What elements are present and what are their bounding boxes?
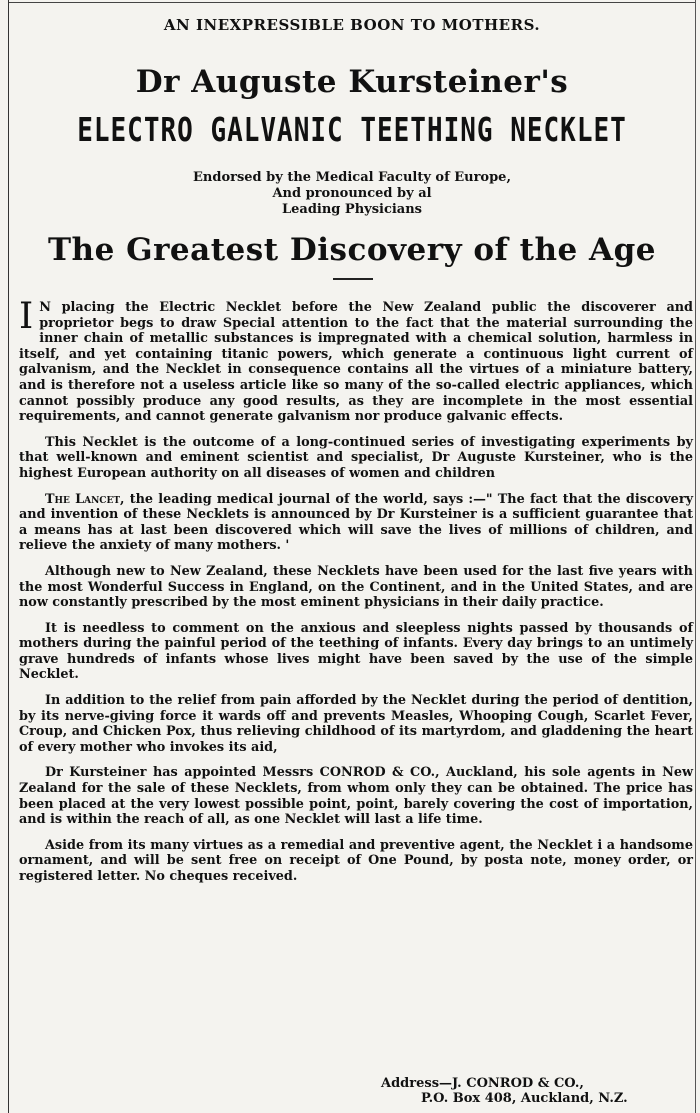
paragraph-3-text: , the leading medical journal of the world, says :—" The fact that the discovery and invention of these Necklets is announced by Dr Kursteiner is a sufficient guarantee that a means has at last been discovered which will save the lives of millions of children, and relieve the anxiety of many mothers. ' [19,491,693,554]
paragraph-1 [19,296,693,425]
paragraph-5: It is needless to comment on the anxious and sleepless nights passed by thousands of mothers during the painful period of the teething of infants. Every day brings to an untimely grave hundreds of infants whose lives might have been saved by the use of the simple Necklet. [19,620,693,683]
lancet-name: The Lancet [45,491,121,507]
advertisement-page [8,0,696,1113]
doctor-name: Dr Auguste Kursteiner's [135,64,569,100]
endorsement-line-3: Leading Physicians [281,202,423,217]
paragraph-1-text: N placing the Electric Necklet before the New Zealand public the discoverer and proprietor begs to draw Special attention to the fact that the material surrounding the inner chain of metallic substances is impregnated with a chemical solution, harmless in itself, and yet containing titanic powers, which generate a continuous light current of galvanism, and the Necklet in consequence contains all the virtues of a miniature battery, and is therefore not a useless article like so many of the so-called electric appliances, which cannot possibly produce any good results, as they are incomplete in the most essential requirements, and cannot generate galvanism nor produce galvanic effects. [19,300,693,425]
address-block [381,1076,628,1106]
paragraph-4: Although new to New Zealand, these Necklets have been used for the last five years with the most Wonderful Success in England, on the Continent, and in the United States, and are now constantly prescribed by the most eminent physicians in their daily practice. [19,563,693,611]
endorsement-line-2: And pronounced by al [272,186,432,201]
headline: The Greatest Discovery of the Age [47,232,656,268]
endorsement-line-1: Endorsed by the Medical Faculty of Europe, [193,170,511,185]
paragraph-6: In addition to the relief from pain afforded by the Necklet during the period of dentition, by its nerve-giving force it wards off and prevents Measles, Whooping Cough, Scarlet Fever, Croup, and Chicken Pox, thus relieving childhood of its martyrdom, and gladdening the heart of every mother who invokes its aid, [19,693,693,755]
endorsement [9,170,695,218]
boon-heading: AN INEXPRESSIBLE BOON TO MOTHERS. [163,16,541,34]
paragraph-2: This Necklet is the outcome of a long-continued series of investigating experiments by that well-known and eminent scientist and specialist, Dr Auguste Kursteiner, who is the highest European authority on all diseases of women and children [19,434,693,481]
headline-rule [333,278,373,280]
product-name: ELECTRO GALVANIC TEETHING NECKLET [77,112,627,150]
paragraph-3 [19,492,693,554]
body-text [19,296,693,895]
paragraph-8: Aside from its many virtues as a remedial and preventive agent, the Necklet i a handsome ornament, and will be sent free on receipt of One Pound, by posta note, money order, or registered letter. No cheques received. [19,837,693,884]
top-rule [9,2,695,3]
drop-cap: I [19,296,34,337]
address-line-2: P.O. Box 408, Auckland, N.Z. [421,1091,628,1106]
address-line-1: Address—J. CONROD & CO., [381,1076,584,1091]
paragraph-7: Dr Kursteiner has appointed Messrs CONROD & CO., Auckland, his sole agents in New Zealand for the sale of these Necklets, from whom only they can be obtained. The price has been placed at the very lowest possible point, point, barely covering the cost of importation, and is within the reach of all, as one Necklet will last a life time. [19,765,693,828]
